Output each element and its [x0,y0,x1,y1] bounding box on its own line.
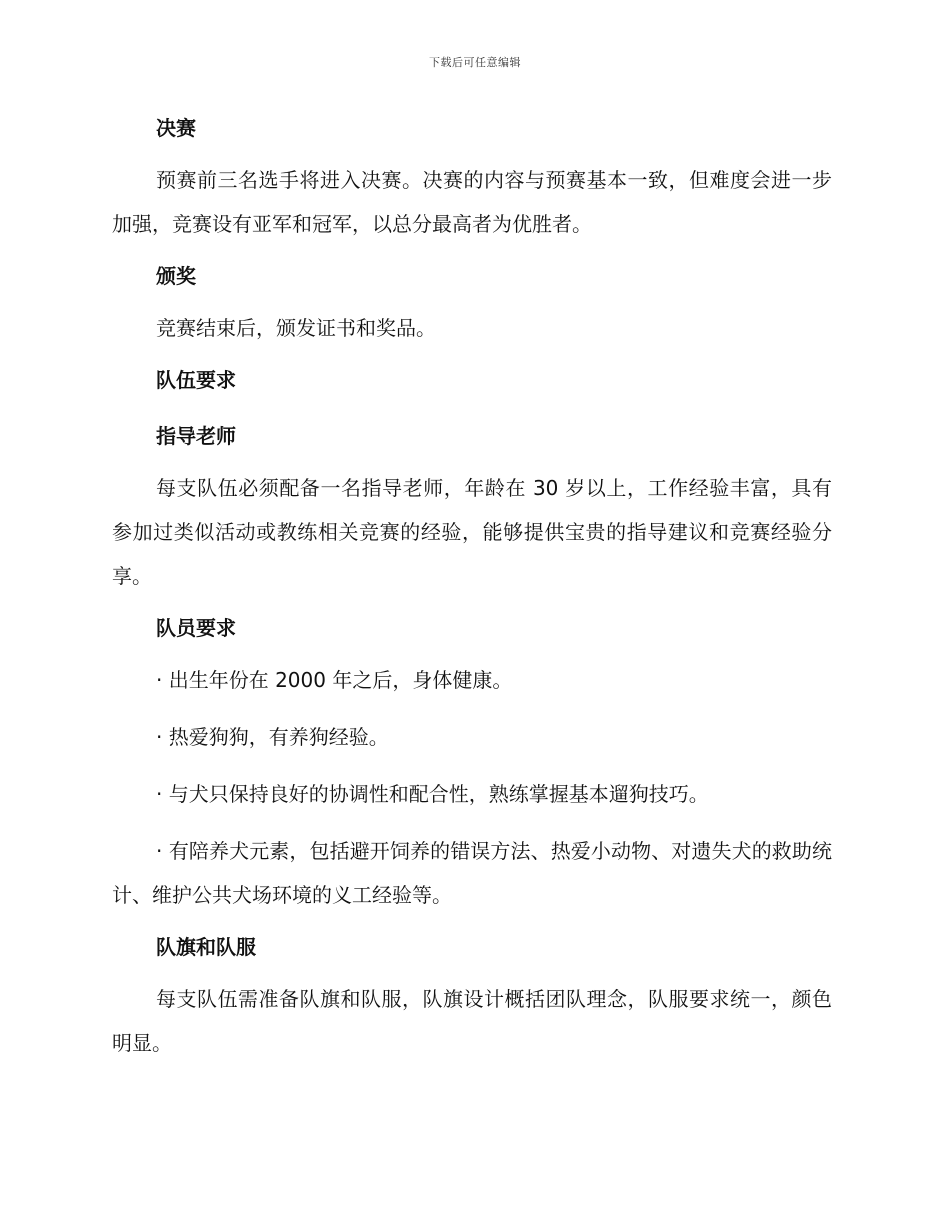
heading-final: 决赛 [156,116,196,140]
heading-team-requirements: 队伍要求 [156,368,236,392]
paragraph-flag-uniform: 每支队伍需准备队旗和队服，队旗设计概括团队理念，队服要求统一，颜色明显。 [112,987,832,1055]
heading-flag-uniform: 队旗和队服 [156,935,256,959]
heading-award: 颁奖 [156,264,196,288]
list-item-birth-year: · 出生年份在 2000 年之后，身体健康。 [156,668,513,692]
paragraph-award: 竞赛结束后，颁发证书和奖品。 [156,316,436,340]
list-item-love-dogs: · 热爱狗狗，有养狗经验。 [156,725,389,749]
heading-coach: 指导老师 [156,424,236,448]
paragraph-coach: 每支队伍必须配备一名指导老师，年龄在 30 岁以上，工作经验丰富，具有参加过类似活动或教练相关竞赛的经验，能够提供宝贵的指导建议和竞赛经验分享。 [112,476,832,588]
heading-members: 队员要求 [156,616,236,640]
paragraph-final: 预赛前三名选手将进入决赛。决赛的内容与预赛基本一致，但难度会进一步加强，竞赛设有亚军和冠军，以总分最高者为优胜者。 [112,168,832,236]
list-item-coordination: · 与犬只保持良好的协调性和配合性，熟练掌握基本遛狗技巧。 [156,782,709,806]
list-item-volunteer-experience: · 有陪养犬元素，包括避开饲养的错误方法、热爱小动物、对遗失犬的救助统计、维护公共犬场环境的义工经验等。 [112,839,832,907]
document-body [112,111,832,1065]
page-header: 下载后可任意编辑 [429,56,521,69]
